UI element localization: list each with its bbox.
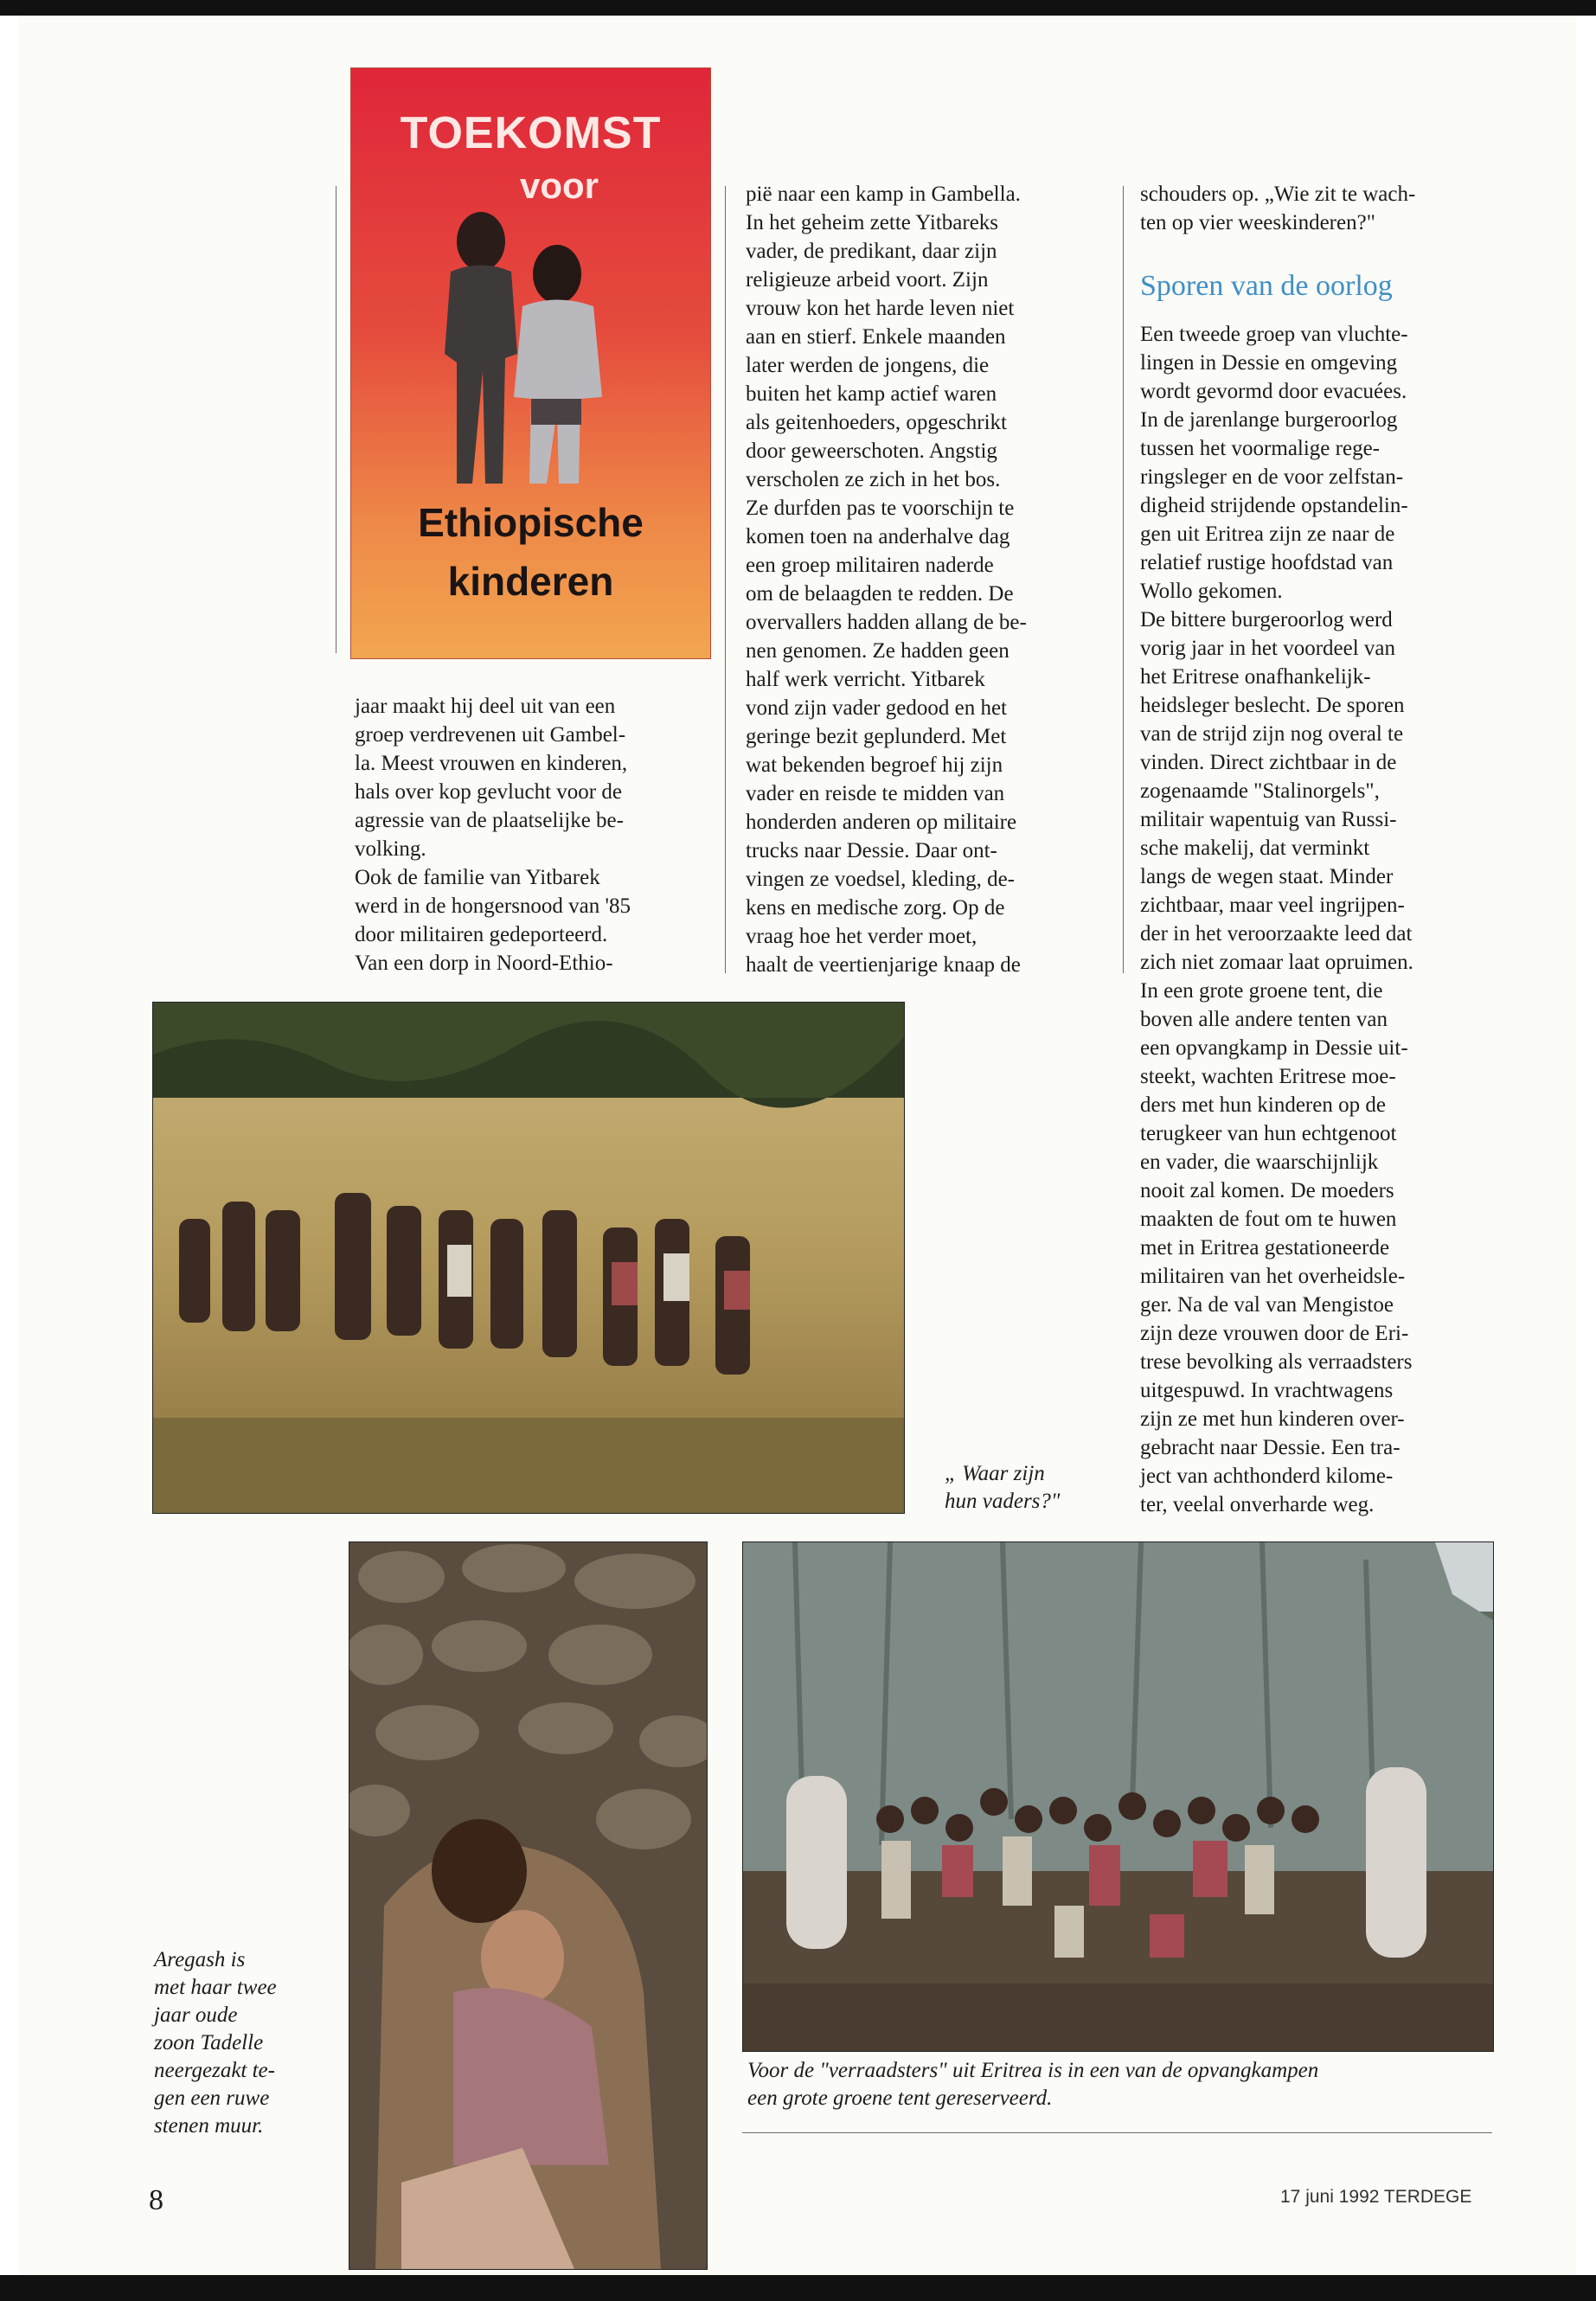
text-line: zijn deze vrouwen door de Eri- — [1140, 1322, 1409, 1345]
text-line: als geitenhoeders, opgeschrikt — [746, 411, 1007, 434]
text-line: verscholen ze zich in het bos. — [746, 468, 1001, 491]
two-boys-photo-cutout — [403, 198, 663, 501]
caption-fathers — [945, 1460, 1118, 1516]
photo-children-field — [152, 1002, 905, 1514]
text-line: hals over kop gevlucht voor de — [355, 780, 622, 804]
text-line: boven alle andere tenten van — [1140, 1008, 1388, 1031]
text-line: tussen het voormalige rege- — [1140, 437, 1380, 460]
title-line-kinderen: kinderen — [447, 559, 614, 604]
text-line: met in Eritrea gestationeerde — [1140, 1236, 1390, 1259]
text-line: vingen ze voedsel, kleding, de- — [746, 868, 1016, 891]
text-line: komen toen na anderhalve dag — [746, 525, 1010, 548]
text-line: der in het veroorzaakte leed dat — [1140, 922, 1413, 945]
text-line: half werk verricht. Yitbarek — [746, 668, 985, 691]
text-line: De bittere burgeroorlog werd — [1140, 608, 1393, 631]
text-line: militairen van het overheidsle- — [1140, 1265, 1406, 1288]
text-line: vader en reisde te midden van — [746, 782, 1005, 805]
section-heading: Sporen van de oorlog — [1140, 270, 1393, 302]
column-3-top-text — [1140, 180, 1503, 237]
page-number: 8 — [149, 2184, 163, 2216]
text-line: zogenaamde "Stalinorgels", — [1140, 779, 1380, 803]
text-line: heidsleger beslecht. De sporen — [1140, 694, 1405, 717]
text-line: overvallers hadden allang de be- — [746, 611, 1027, 634]
text-line: later werden de jongens, die — [746, 354, 990, 377]
text-line: vrouw kon het harde leven niet — [746, 297, 1015, 320]
text-line: en vader, die waarschijnlijk — [1140, 1150, 1379, 1174]
text-line: trucks naar Dessie. Daar ont- — [746, 839, 997, 862]
text-line: door geweerschoten. Angstig — [746, 439, 997, 463]
text-line: Van een dorp in Noord-Ethio- — [355, 952, 613, 975]
column-2-text — [746, 180, 1109, 979]
caption-line: zoon Tadelle — [154, 2031, 264, 2054]
text-line: een opvangkamp in Dessie uit- — [1140, 1036, 1408, 1060]
text-line: Een tweede groep van vluchte- — [1140, 323, 1408, 346]
text-line: ject van achthonderd kilome- — [1140, 1465, 1394, 1488]
caption-line: stenen muur. — [154, 2114, 264, 2138]
title-box — [350, 67, 711, 659]
text-line: van de strijd zijn nog overal te — [1140, 722, 1404, 746]
title-line-ethiopische: Ethiopische — [418, 500, 644, 545]
text-line: steekt, wachten Eritrese moe- — [1140, 1065, 1396, 1088]
text-line: buiten het kamp actief waren — [746, 382, 997, 406]
text-line: kens en medische zorg. Op de — [746, 896, 1005, 920]
text-line: vorig jaar in het voordeel van — [1140, 637, 1396, 660]
text-line: In een grote groene tent, die — [1140, 979, 1383, 1003]
text-line: ger. Na de val van Mengistoe — [1140, 1293, 1394, 1317]
title-line-toekomst: TOEKOMST — [400, 108, 662, 158]
text-line: Ze durfden pas te voorschijn te — [746, 497, 1015, 520]
text-line: gebracht naar Dessie. Een tra- — [1140, 1436, 1401, 1459]
column-rule-3 — [1123, 186, 1124, 973]
text-line: digheid strijdende opstandelin- — [1140, 494, 1408, 517]
text-line: werd in de hongersnood van '85 — [355, 894, 631, 918]
caption-line: met haar twee — [154, 1976, 277, 1999]
caption-line: Voor de "verraadsters" uit Eritrea is in een van de opvangkampen — [747, 2059, 1319, 2082]
text-line: terugkeer van hun echtgenoot — [1140, 1122, 1397, 1145]
issue-dateline: 17 juni 1992 TERDEGE — [1280, 2187, 1472, 2207]
text-line: uitgespuwd. In vrachtwagens — [1140, 1379, 1394, 1402]
text-line: sche makelij, dat verminkt — [1140, 836, 1370, 860]
photo-green-tent — [742, 1541, 1494, 2052]
text-line: ter, veelal onverharde weg. — [1140, 1493, 1375, 1516]
caption-line: jaar oude — [154, 2003, 238, 2027]
text-line: vraag hoe het verder moet, — [746, 925, 977, 948]
text-line: door militairen gedeporteerd. — [355, 923, 608, 946]
text-line: zijn ze met hun kinderen over- — [1140, 1407, 1405, 1431]
text-line: ten op vier weeskinderen?" — [1140, 211, 1375, 234]
text-line: maakten de fout om te huwen — [1140, 1208, 1397, 1231]
text-line: vader, de predikant, daar zijn — [746, 240, 997, 263]
caption-line: neergezakt te- — [154, 2059, 275, 2082]
text-line: honderden anderen op militaire — [746, 811, 1017, 834]
text-line: Wollo gekomen. — [1140, 580, 1283, 603]
caption-line: gen een ruwe — [154, 2086, 270, 2110]
photo-aregash-and-son — [349, 1541, 708, 2270]
text-line: om de belaagden te redden. De — [746, 582, 1014, 606]
text-line: geringe bezit geplunderd. Met — [746, 725, 1007, 748]
text-line: trese bevolking als verraadsters — [1140, 1350, 1413, 1374]
text-line: het Eritrese onafhankelijk- — [1140, 665, 1371, 689]
text-line: groep verdrevenen uit Gambel- — [355, 723, 626, 747]
caption-line: „ Waar zijn — [945, 1462, 1045, 1485]
text-line: wat bekenden begroef hij zijn — [746, 753, 1003, 777]
text-line: aan en stierf. Enkele maanden — [746, 325, 1006, 349]
text-line: jaar maakt hij deel uit van een — [355, 695, 616, 718]
text-line: lingen in Dessie en omgeving — [1140, 351, 1398, 375]
text-line: zichtbaar, maar veel ingrijpen- — [1140, 894, 1405, 917]
scan-border-top — [0, 0, 1596, 16]
caption-tent — [747, 2057, 1491, 2112]
text-line: volking. — [355, 837, 426, 861]
text-line: Ook de familie van Yitbarek — [355, 866, 600, 889]
text-line: relatief rustige hoofdstad van — [1140, 551, 1394, 574]
text-line: In het geheim zette Yitbareks — [746, 211, 999, 234]
text-line: langs de wegen staat. Minder — [1140, 865, 1394, 888]
title-line-voor: voor — [520, 165, 599, 206]
text-line: nen genomen. Ze hadden geen — [746, 639, 1010, 663]
caption-line: Aregash is — [154, 1948, 246, 1971]
caption-line: een grote groene tent gereserveerd. — [747, 2086, 1053, 2110]
text-line: een groep militairen naderde — [746, 554, 994, 577]
text-line: vinden. Direct zichtbaar in de — [1140, 751, 1397, 774]
text-line: nooit zal komen. De moeders — [1140, 1179, 1394, 1202]
text-line: schouders op. „Wie zit te wach- — [1140, 183, 1416, 206]
text-line: zich niet zomaar laat opruimen. — [1140, 951, 1413, 974]
caption-aregash — [154, 1946, 327, 2140]
text-line: ringsleger en de voor zelfstan- — [1140, 465, 1404, 489]
text-line: ders met hun kinderen op de — [1140, 1093, 1386, 1117]
text-line: haalt de veertienjarige knaap de — [746, 953, 1021, 977]
column-rule-2 — [725, 186, 726, 973]
text-line: militair wapentuig van Russi- — [1140, 808, 1397, 831]
text-line: la. Meest vrouwen en kinderen, — [355, 752, 628, 775]
text-line: agressie van de plaatselijke be- — [355, 809, 624, 832]
text-line: religieuze arbeid voort. Zijn — [746, 268, 989, 292]
column-rule-1 — [336, 186, 337, 653]
scan-border-bottom — [0, 2275, 1596, 2301]
column-1-text — [355, 692, 701, 977]
text-line: In de jarenlange burgeroorlog — [1140, 408, 1398, 432]
text-line: pië naar een kamp in Gambella. — [746, 183, 1021, 206]
text-line: gen uit Eritrea zijn ze naar de — [1140, 522, 1395, 546]
caption-rule — [742, 2132, 1492, 2133]
text-line: vond zijn vader gedood en het — [746, 696, 1007, 720]
column-3-text — [1140, 320, 1503, 1519]
text-line: wordt gevormd door evacuées. — [1140, 380, 1407, 403]
caption-line: hun vaders?" — [945, 1490, 1061, 1513]
